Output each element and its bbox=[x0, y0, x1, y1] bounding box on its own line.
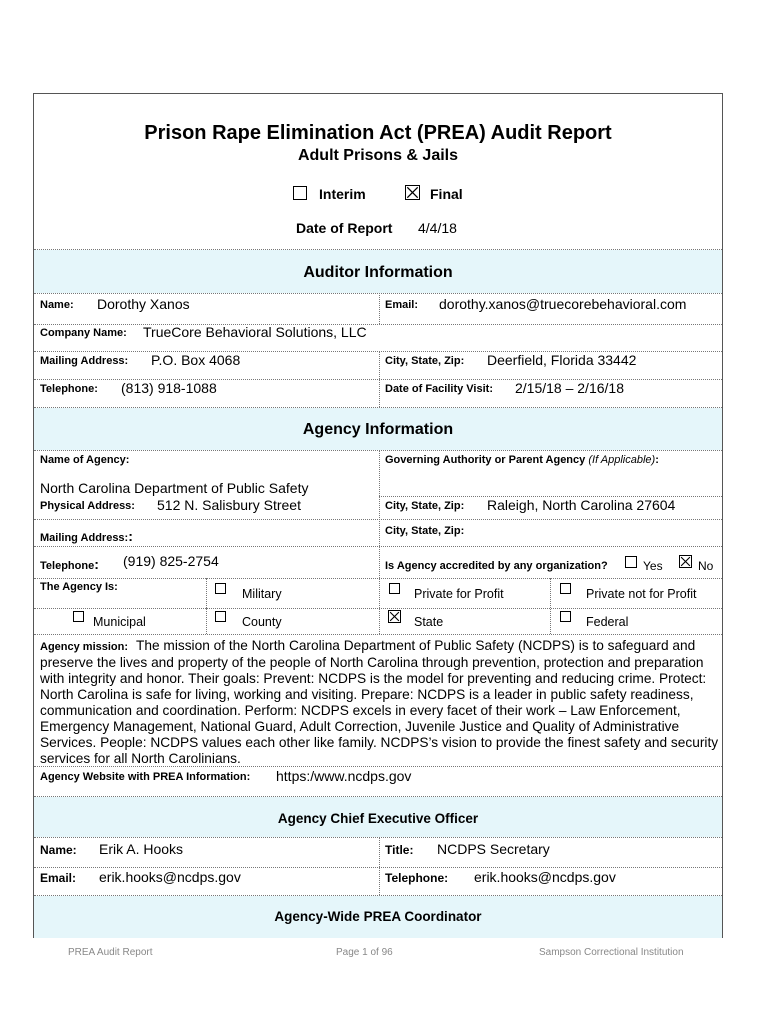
auditor-name-label: Name: bbox=[40, 299, 74, 311]
agency-phone-label: Telephone: bbox=[40, 556, 99, 572]
checkbox-x-icon bbox=[406, 186, 419, 199]
agency-city-value: Raleigh, North Carolina 27604 bbox=[487, 497, 676, 513]
agency-name-label: Name of Agency: bbox=[40, 454, 130, 466]
auditor-mailing-label: Mailing Address: bbox=[40, 355, 129, 367]
agency-website-label: Agency Website with PREA Information: bbox=[40, 771, 251, 783]
auditor-section-title: Auditor Information bbox=[303, 264, 453, 281]
type-state-checkbox[interactable] bbox=[388, 610, 401, 623]
accredited-no-checkbox[interactable] bbox=[679, 555, 692, 568]
company-name-label: Company Name: bbox=[40, 327, 127, 339]
ceo-name-value: Erik A. Hooks bbox=[99, 841, 184, 857]
accredited-yes-label: Yes bbox=[643, 559, 663, 573]
interim-label: Interim bbox=[319, 186, 366, 202]
agency-phone-value: (919) 825-2754 bbox=[123, 553, 219, 569]
type-federal-checkbox[interactable] bbox=[560, 611, 571, 622]
report-form bbox=[33, 93, 723, 938]
ceo-title-label: Title: bbox=[385, 843, 414, 857]
auditor-email-value: dorothy.xanos@truecorebehavioral.com bbox=[439, 296, 687, 312]
footer-right: Sampson Correctional Institution bbox=[539, 947, 684, 958]
accredited-yes-checkbox[interactable] bbox=[625, 556, 637, 568]
type-private-nonprofit-label: Private not for Profit bbox=[586, 587, 697, 601]
company-name-value: TrueCore Behavioral Solutions, LLC bbox=[143, 324, 367, 340]
type-private-nonprofit-checkbox[interactable] bbox=[560, 583, 571, 594]
type-county-label: County bbox=[242, 615, 282, 629]
type-military-checkbox[interactable] bbox=[215, 583, 226, 594]
final-checkbox[interactable] bbox=[405, 185, 420, 200]
type-municipal-checkbox[interactable] bbox=[73, 611, 84, 622]
governing-note: (If Applicable) bbox=[588, 454, 656, 466]
ceo-email-label: Email: bbox=[40, 871, 77, 885]
type-federal-label: Federal bbox=[586, 615, 629, 629]
type-state-label: State bbox=[414, 615, 444, 629]
type-military-label: Military bbox=[242, 587, 282, 601]
facility-visit-value: 2/15/18 – 2/16/18 bbox=[515, 380, 624, 396]
ceo-phone-value: erik.hooks@ncdps.gov bbox=[474, 869, 616, 885]
final-label: Final bbox=[430, 186, 463, 202]
type-county-checkbox[interactable] bbox=[215, 611, 226, 622]
ceo-phone-label: Telephone: bbox=[385, 871, 449, 885]
auditor-phone-label: Telephone: bbox=[40, 383, 98, 395]
footer-page-number: Page 1 of 96 bbox=[336, 947, 393, 958]
footer-left: PREA Audit Report bbox=[68, 947, 153, 958]
report-subtitle: Adult Prisons & Jails bbox=[297, 147, 459, 164]
auditor-name-value: Dorothy Xanos bbox=[97, 296, 190, 312]
auditor-city-value: Deerfield, Florida 33442 bbox=[487, 352, 637, 368]
accredited-no-label: No bbox=[698, 559, 714, 573]
date-of-report-label: Date of Report bbox=[296, 220, 393, 236]
auditor-city-label: City, State, Zip: bbox=[385, 355, 465, 367]
type-private-profit-checkbox[interactable] bbox=[389, 583, 400, 594]
agency-website-value[interactable]: https:/www.ncdps.gov bbox=[276, 768, 412, 784]
agency-mailing-label: Mailing Address:: bbox=[40, 528, 133, 544]
agency-mission-label: Agency mission: bbox=[40, 641, 129, 653]
physical-address-label: Physical Address: bbox=[40, 500, 135, 512]
agency-mission bbox=[40, 638, 720, 767]
physical-address-value: 512 N. Salisbury Street bbox=[157, 497, 301, 513]
ceo-title-value: NCDPS Secretary bbox=[437, 841, 550, 857]
ceo-name-label: Name: bbox=[40, 843, 77, 857]
ceo-section-title: Agency Chief Executive Officer bbox=[277, 811, 479, 826]
agency-city-label: City, State, Zip: bbox=[385, 500, 465, 512]
interim-checkbox[interactable] bbox=[293, 186, 307, 200]
type-municipal-label: Municipal bbox=[93, 615, 146, 629]
checkbox-x-icon bbox=[389, 611, 400, 622]
ceo-email-value: erik.hooks@ncdps.gov bbox=[99, 869, 241, 885]
report-title: Prison Rape Elimination Act (PREA) Audit Report bbox=[144, 122, 612, 144]
agency-name-value: North Carolina Department of Public Safety bbox=[40, 480, 309, 496]
auditor-mailing-value: P.O. Box 4068 bbox=[151, 352, 241, 368]
facility-visit-label: Date of Facility Visit: bbox=[385, 383, 493, 395]
auditor-phone-value: (813) 918-1088 bbox=[121, 380, 217, 396]
governing-authority-label: Governing Authority or Parent Agency (If Applicable): bbox=[385, 454, 659, 466]
agency-type-label: The Agency Is: bbox=[40, 581, 118, 593]
coordinator-section-title: Agency-Wide PREA Coordinator bbox=[274, 909, 482, 924]
agency-city2-label: City, State, Zip: bbox=[385, 525, 465, 537]
auditor-email-label: Email: bbox=[385, 299, 419, 311]
agency-mission-text: The mission of the North Carolina Department of Public Safety (NCDPS) is to safeguard and preserve the lives and property of the people of North Carolina through prevention, protection and preparation with integrity and honor. Their goals: Prevent: NCDPS is the model for preventing and reducing crime. Protect: North Carolina is safe for living, working and visiting. Prepare: NCDPS is a leader in public safety readiness, communication and coordination. Perform: NCDPS excels in every facet of their work – Law Enforcement, Emergency Management, National Guard, Adult Correction, Juvenile Justice and Quality of Administrative Services. People: NCDPS values each other like family. NCDPS’s vision to provide the finest safety and security services for all North Carolinians. bbox=[40, 638, 719, 766]
agency-section-title: Agency Information bbox=[302, 421, 454, 438]
date-of-report-value: 4/4/18 bbox=[418, 220, 457, 236]
type-private-profit-label: Private for Profit bbox=[414, 587, 504, 601]
checkbox-x-icon bbox=[680, 556, 691, 567]
accredited-label: Is Agency accredited by any organization? bbox=[385, 560, 608, 572]
